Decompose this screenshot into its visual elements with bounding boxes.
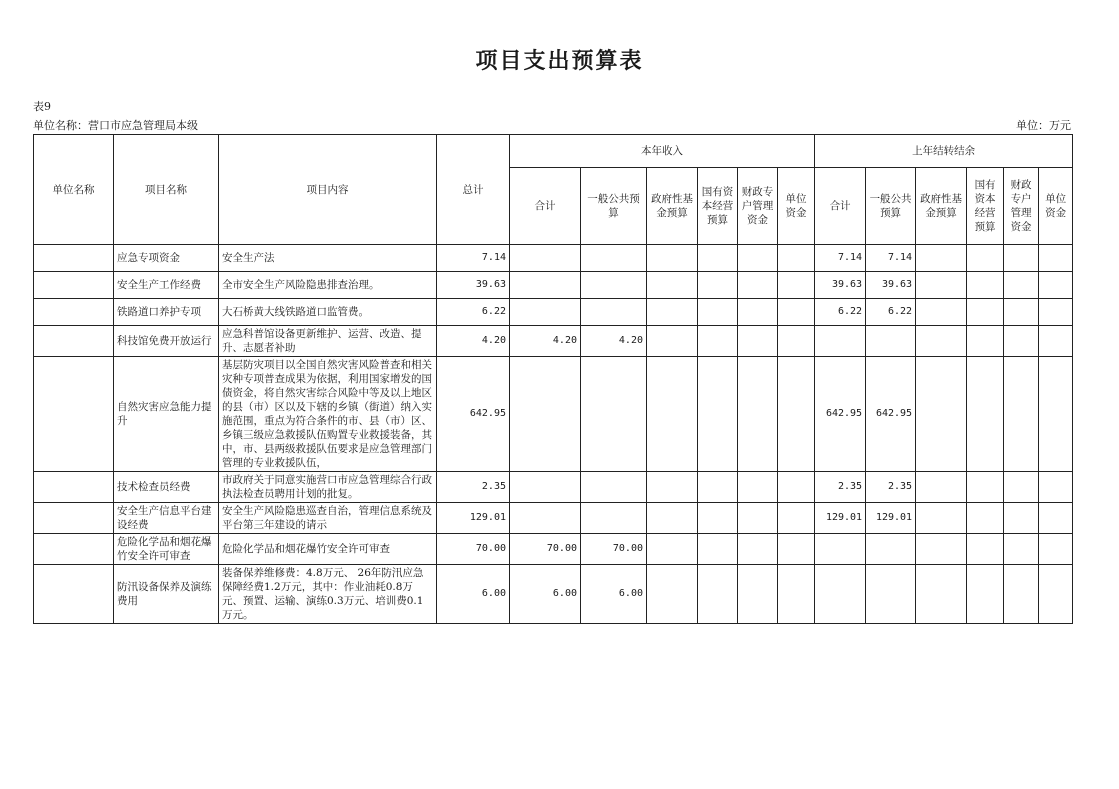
cell-prev-state-capital bbox=[967, 326, 1004, 357]
cell-prev-unit-funds bbox=[1039, 245, 1073, 272]
cell-prev-unit-funds bbox=[1039, 472, 1073, 503]
cell-total: 70.00 bbox=[437, 534, 510, 565]
cell-cur-state-capital bbox=[698, 245, 738, 272]
cell-prev-total: 7.14 bbox=[815, 245, 866, 272]
cell-prev-unit-funds bbox=[1039, 272, 1073, 299]
cell-cur-unit-funds bbox=[778, 503, 815, 534]
cell-cur-general: 70.00 bbox=[581, 534, 647, 565]
cell-prev-state-capital bbox=[967, 272, 1004, 299]
cell-prev-total: 642.95 bbox=[815, 357, 866, 472]
cell-project-name: 技术检查员经费 bbox=[114, 472, 219, 503]
cell-prev-fund bbox=[916, 565, 967, 624]
cell-project-content: 市政府关于同意实施营口市应急管理综合行政执法检查员聘用计划的批复。 bbox=[219, 472, 437, 503]
cell-prev-fund bbox=[916, 534, 967, 565]
header-prev-general: 一般公共预算 bbox=[866, 168, 916, 245]
cell-prev-special-account bbox=[1004, 272, 1039, 299]
cell-cur-special-account bbox=[738, 357, 778, 472]
cell-unit-name bbox=[34, 503, 114, 534]
cell-project-content: 应急科普馆设备更新维护、运营、改造、提升、志愿者补助 bbox=[219, 326, 437, 357]
cell-prev-unit-funds bbox=[1039, 299, 1073, 326]
cell-cur-fund bbox=[647, 299, 698, 326]
cell-cur-general bbox=[581, 272, 647, 299]
cell-cur-fund bbox=[647, 245, 698, 272]
cell-cur-total bbox=[510, 472, 581, 503]
cell-prev-state-capital bbox=[967, 299, 1004, 326]
cell-prev-general: 642.95 bbox=[866, 357, 916, 472]
cell-project-name: 自然灾害应急能力提升 bbox=[114, 357, 219, 472]
cell-project-content: 装备保养维修费：4.8万元、 26年防汛应急保障经费1.2万元，其中：作业油耗0.8万元、预置、运输、演练0.3万元、培训费0.1万元。 bbox=[219, 565, 437, 624]
cell-prev-unit-funds bbox=[1039, 357, 1073, 472]
table-row bbox=[34, 472, 1073, 503]
cell-cur-unit-funds bbox=[778, 534, 815, 565]
cell-prev-general: 129.01 bbox=[866, 503, 916, 534]
cell-cur-total bbox=[510, 503, 581, 534]
header-cur-fund: 政府性基金预算 bbox=[647, 168, 698, 245]
cell-prev-special-account bbox=[1004, 299, 1039, 326]
cell-project-content: 全市安全生产风险隐患排查治理。 bbox=[219, 272, 437, 299]
cell-cur-total: 6.00 bbox=[510, 565, 581, 624]
cell-total: 6.00 bbox=[437, 565, 510, 624]
header-total: 总计 bbox=[437, 135, 510, 245]
currency-unit-label: 单位：万元 bbox=[1016, 119, 1071, 132]
cell-cur-general bbox=[581, 503, 647, 534]
cell-cur-general bbox=[581, 245, 647, 272]
cell-prev-state-capital bbox=[967, 357, 1004, 472]
header-prev-state-capital: 国有资本经营预算 bbox=[967, 168, 1004, 245]
header-prev-special-account: 财政专户管理资金 bbox=[1004, 168, 1039, 245]
cell-prev-fund bbox=[916, 503, 967, 534]
cell-prev-special-account bbox=[1004, 326, 1039, 357]
cell-cur-state-capital bbox=[698, 357, 738, 472]
cell-unit-name bbox=[34, 245, 114, 272]
cell-total: 4.20 bbox=[437, 326, 510, 357]
cell-cur-state-capital bbox=[698, 565, 738, 624]
cell-cur-fund bbox=[647, 272, 698, 299]
cell-prev-general: 2.35 bbox=[866, 472, 916, 503]
cell-prev-special-account bbox=[1004, 245, 1039, 272]
cell-prev-total bbox=[815, 534, 866, 565]
cell-prev-general: 39.63 bbox=[866, 272, 916, 299]
cell-prev-special-account bbox=[1004, 565, 1039, 624]
cell-cur-special-account bbox=[738, 472, 778, 503]
cell-prev-unit-funds bbox=[1039, 326, 1073, 357]
cell-prev-state-capital bbox=[967, 503, 1004, 534]
cell-prev-state-capital bbox=[967, 565, 1004, 624]
cell-prev-fund bbox=[916, 272, 967, 299]
table-row bbox=[34, 565, 1073, 624]
cell-project-content: 危险化学品和烟花爆竹安全许可审查 bbox=[219, 534, 437, 565]
cell-prev-fund bbox=[916, 299, 967, 326]
cell-cur-unit-funds bbox=[778, 245, 815, 272]
cell-cur-state-capital bbox=[698, 534, 738, 565]
cell-project-name: 防汛设备保养及演练费用 bbox=[114, 565, 219, 624]
cell-cur-unit-funds bbox=[778, 299, 815, 326]
cell-cur-unit-funds bbox=[778, 326, 815, 357]
cell-cur-general bbox=[581, 472, 647, 503]
cell-prev-state-capital bbox=[967, 534, 1004, 565]
cell-project-name: 安全生产工作经费 bbox=[114, 272, 219, 299]
cell-cur-total bbox=[510, 245, 581, 272]
cell-unit-name bbox=[34, 299, 114, 326]
cell-prev-general: 6.22 bbox=[866, 299, 916, 326]
cell-cur-fund bbox=[647, 565, 698, 624]
cell-total: 129.01 bbox=[437, 503, 510, 534]
cell-cur-total: 70.00 bbox=[510, 534, 581, 565]
cell-project-name: 科技馆免费开放运行 bbox=[114, 326, 219, 357]
cell-prev-fund bbox=[916, 326, 967, 357]
cell-cur-total bbox=[510, 272, 581, 299]
header-cur-state-capital: 国有资本经营预算 bbox=[698, 168, 738, 245]
cell-project-content: 大石桥黄大线铁路道口监管费。 bbox=[219, 299, 437, 326]
table-row bbox=[34, 326, 1073, 357]
header-cur-general: 一般公共预算 bbox=[581, 168, 647, 245]
cell-total: 2.35 bbox=[437, 472, 510, 503]
header-carryover: 上年结转结余 bbox=[815, 135, 1073, 168]
cell-cur-unit-funds bbox=[778, 565, 815, 624]
cell-project-content: 安全生产法 bbox=[219, 245, 437, 272]
header-prev-fund: 政府性基金预算 bbox=[916, 168, 967, 245]
header-prev-unit-funds: 单位资金 bbox=[1039, 168, 1073, 245]
table-number: 表9 bbox=[33, 100, 51, 113]
cell-prev-total: 2.35 bbox=[815, 472, 866, 503]
cell-cur-special-account bbox=[738, 503, 778, 534]
cell-unit-name bbox=[34, 326, 114, 357]
cell-cur-general bbox=[581, 299, 647, 326]
cell-cur-state-capital bbox=[698, 503, 738, 534]
cell-total: 6.22 bbox=[437, 299, 510, 326]
cell-cur-fund bbox=[647, 503, 698, 534]
cell-prev-state-capital bbox=[967, 472, 1004, 503]
table-row bbox=[34, 357, 1073, 472]
cell-prev-unit-funds bbox=[1039, 534, 1073, 565]
cell-prev-unit-funds bbox=[1039, 565, 1073, 624]
cell-cur-special-account bbox=[738, 565, 778, 624]
cell-prev-total: 129.01 bbox=[815, 503, 866, 534]
cell-prev-general bbox=[866, 534, 916, 565]
cell-prev-total: 6.22 bbox=[815, 299, 866, 326]
cell-cur-special-account bbox=[738, 534, 778, 565]
cell-cur-general: 6.00 bbox=[581, 565, 647, 624]
cell-cur-unit-funds bbox=[778, 357, 815, 472]
cell-prev-special-account bbox=[1004, 534, 1039, 565]
table-row bbox=[34, 245, 1073, 272]
header-prev-total: 合计 bbox=[815, 168, 866, 245]
header-project-name: 项目名称 bbox=[114, 135, 219, 245]
header-unit-name: 单位名称 bbox=[34, 135, 114, 245]
cell-project-name: 应急专项资金 bbox=[114, 245, 219, 272]
cell-unit-name bbox=[34, 272, 114, 299]
cell-cur-fund bbox=[647, 326, 698, 357]
cell-cur-special-account bbox=[738, 326, 778, 357]
cell-project-name: 铁路道口养护专项 bbox=[114, 299, 219, 326]
header-cur-unit-funds: 单位资金 bbox=[778, 168, 815, 245]
cell-prev-total: 39.63 bbox=[815, 272, 866, 299]
budget-table bbox=[33, 134, 1073, 624]
cell-cur-special-account bbox=[738, 245, 778, 272]
cell-prev-fund bbox=[916, 357, 967, 472]
cell-prev-general bbox=[866, 565, 916, 624]
cell-prev-special-account bbox=[1004, 357, 1039, 472]
cell-prev-special-account bbox=[1004, 503, 1039, 534]
table-row bbox=[34, 299, 1073, 326]
cell-prev-general: 7.14 bbox=[866, 245, 916, 272]
cell-unit-name bbox=[34, 357, 114, 472]
cell-cur-general: 4.20 bbox=[581, 326, 647, 357]
cell-prev-total bbox=[815, 326, 866, 357]
cell-project-name: 危险化学品和烟花爆竹安全许可审查 bbox=[114, 534, 219, 565]
cell-cur-unit-funds bbox=[778, 272, 815, 299]
page-title: 项目支出预算表 bbox=[475, 48, 644, 74]
cell-total: 7.14 bbox=[437, 245, 510, 272]
cell-cur-fund bbox=[647, 534, 698, 565]
cell-prev-state-capital bbox=[967, 245, 1004, 272]
cell-prev-general bbox=[866, 326, 916, 357]
cell-cur-unit-funds bbox=[778, 472, 815, 503]
cell-cur-state-capital bbox=[698, 326, 738, 357]
cell-cur-state-capital bbox=[698, 299, 738, 326]
cell-prev-fund bbox=[916, 245, 967, 272]
cell-project-content: 基层防灾项目以全国自然灾害风险普查和相关灾种专项普查成果为依据，利用国家增发的国债资金，将自然灾害综合风险中等及以上地区的县（市）区以及下辖的乡镇（街道）纳入实施范围，重点为符合条件的市、县（市）区、乡镇三级应急救援队伍购置专业救援装备，其中，市、县两级救援队伍要求是应急管理部门管理的专业救援队伍， bbox=[219, 357, 437, 472]
cell-prev-total bbox=[815, 565, 866, 624]
cell-unit-name bbox=[34, 472, 114, 503]
table-row bbox=[34, 534, 1073, 565]
cell-project-content: 安全生产风险隐患巡查自治，管理信息系统及平台第三年建设的请示 bbox=[219, 503, 437, 534]
cell-project-name: 安全生产信息平台建设经费 bbox=[114, 503, 219, 534]
cell-prev-unit-funds bbox=[1039, 503, 1073, 534]
cell-prev-fund bbox=[916, 472, 967, 503]
table-row bbox=[34, 503, 1073, 534]
cell-cur-special-account bbox=[738, 272, 778, 299]
cell-total: 39.63 bbox=[437, 272, 510, 299]
cell-prev-special-account bbox=[1004, 472, 1039, 503]
cell-cur-total: 4.20 bbox=[510, 326, 581, 357]
cell-cur-state-capital bbox=[698, 272, 738, 299]
cell-cur-fund bbox=[647, 472, 698, 503]
header-project-content: 项目内容 bbox=[219, 135, 437, 245]
cell-cur-state-capital bbox=[698, 472, 738, 503]
cell-cur-total bbox=[510, 299, 581, 326]
cell-unit-name bbox=[34, 565, 114, 624]
cell-cur-special-account bbox=[738, 299, 778, 326]
cell-cur-total bbox=[510, 357, 581, 472]
header-cur-special-account: 财政专户管理资金 bbox=[738, 168, 778, 245]
unit-name-label: 单位名称：营口市应急管理局本级 bbox=[33, 119, 198, 132]
header-current-year: 本年收入 bbox=[510, 135, 815, 168]
header-cur-total: 合计 bbox=[510, 168, 581, 245]
cell-cur-general bbox=[581, 357, 647, 472]
cell-cur-fund bbox=[647, 357, 698, 472]
table-row bbox=[34, 272, 1073, 299]
cell-total: 642.95 bbox=[437, 357, 510, 472]
cell-unit-name bbox=[34, 534, 114, 565]
